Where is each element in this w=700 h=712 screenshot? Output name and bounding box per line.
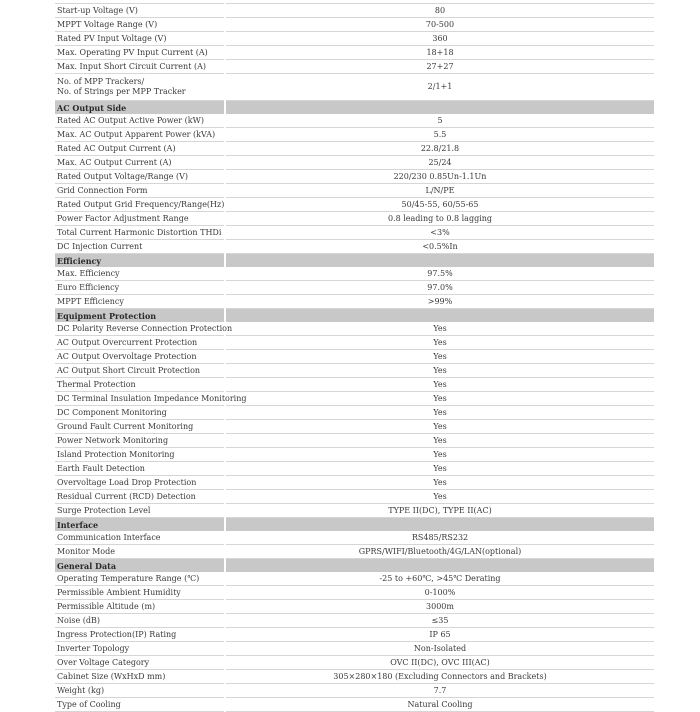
section-title: AC Output Side — [55, 101, 225, 115]
spec-value: 0.8 leading to 0.8 lagging — [225, 212, 654, 226]
spec-row — [55, 670, 654, 684]
spec-row — [55, 156, 654, 170]
section-fill — [225, 309, 654, 323]
section-title: General Data — [55, 559, 225, 573]
spec-label: Permissible Ambient Humidity — [55, 586, 225, 600]
spec-label: AC Output Overvoltage Protection — [55, 350, 225, 364]
spec-label: Rated PV Input Voltage (V) — [55, 32, 225, 46]
spec-value: OVC II(DC), OVC III(AC) — [225, 656, 654, 670]
spec-row — [55, 240, 654, 254]
spec-label: DC Terminal Insulation Impedance Monitoring — [55, 392, 225, 406]
spec-value: -25 to +60℃, >45℃ Derating — [225, 572, 654, 586]
spec-value: 7.7 — [225, 684, 654, 698]
spec-label: Max. Operating PV Input Current (A) — [55, 46, 225, 60]
spec-label: Permissible Altitude (m) — [55, 600, 225, 614]
spec-value: TYPE II(DC), TYPE II(AC) — [225, 504, 654, 518]
spec-value: Yes — [225, 434, 654, 448]
spec-value: Yes — [225, 448, 654, 462]
section-fill — [225, 518, 654, 532]
spec-row — [55, 642, 654, 656]
spec-label: AC Output Short Circuit Protection — [55, 364, 225, 378]
spec-row — [55, 406, 654, 420]
spec-table-body — [55, 0, 654, 712]
section-fill — [225, 101, 654, 115]
spec-value: GPRS/WIFI/Bluetooth/4G/LAN(optional) — [225, 545, 654, 559]
spec-value: Natural Cooling — [225, 698, 654, 712]
spec-label: Type of Cooling — [55, 698, 225, 712]
spec-row — [55, 281, 654, 295]
spec-value: <3% — [225, 226, 654, 240]
spec-value: ≤35 — [225, 614, 654, 628]
spec-row — [55, 420, 654, 434]
spec-label — [55, 74, 225, 101]
spec-row — [55, 545, 654, 559]
spec-value: Yes — [225, 322, 654, 336]
spec-row — [55, 490, 654, 504]
section-header — [55, 518, 654, 532]
spec-value: 22.8/21.8 — [225, 142, 654, 156]
spec-row — [55, 504, 654, 518]
spec-label: Grid Connection Form — [55, 184, 225, 198]
spec-label: Inverter Topology — [55, 642, 225, 656]
spec-row — [55, 364, 654, 378]
spec-sheet — [55, 0, 654, 712]
spec-row — [55, 531, 654, 545]
spec-value: Yes — [225, 420, 654, 434]
spec-value: Yes — [225, 476, 654, 490]
spec-value: >99% — [225, 295, 654, 309]
spec-label: Ground Fault Current Monitoring — [55, 420, 225, 434]
spec-label: Power Factor Adjustment Range — [55, 212, 225, 226]
spec-table — [55, 0, 654, 712]
spec-row — [55, 4, 654, 18]
spec-row — [55, 378, 654, 392]
section-fill — [225, 559, 654, 573]
spec-label: Island Protection Monitoring — [55, 448, 225, 462]
spec-row — [55, 295, 654, 309]
spec-label: Operating Temperature Range (℃) — [55, 572, 225, 586]
spec-value: 80 — [225, 4, 654, 18]
spec-value: 27+27 — [225, 60, 654, 74]
spec-value: <0.5%In — [225, 240, 654, 254]
spec-label: Rated Output Voltage/Range (V) — [55, 170, 225, 184]
spec-label: Noise (dB) — [55, 614, 225, 628]
spec-row — [55, 114, 654, 128]
spec-row — [55, 572, 654, 586]
spec-row — [55, 128, 654, 142]
spec-label: Euro Efficiency — [55, 281, 225, 295]
spec-value: 305×280×180 (Excluding Connectors and Brackets) — [225, 670, 654, 684]
spec-label: AC Output Overcurrent Protection — [55, 336, 225, 350]
spec-label: Earth Fault Detection — [55, 462, 225, 476]
spec-value: 25/24 — [225, 156, 654, 170]
spec-label: Cabinet Size (WxHxD mm) — [55, 670, 225, 684]
spec-row — [55, 184, 654, 198]
spec-row — [55, 600, 654, 614]
section-fill — [225, 254, 654, 268]
spec-row — [55, 350, 654, 364]
spec-value: 5 — [225, 114, 654, 128]
spec-value: RS485/RS232 — [225, 531, 654, 545]
spec-label: Thermal Protection — [55, 378, 225, 392]
spec-row — [55, 322, 654, 336]
spec-label: Overvoltage Load Drop Protection — [55, 476, 225, 490]
spec-value: 97.5% — [225, 267, 654, 281]
spec-value: Yes — [225, 490, 654, 504]
spec-label: Weight (kg) — [55, 684, 225, 698]
spec-label: MPPT Voltage Range (V) — [55, 18, 225, 32]
spec-row — [55, 698, 654, 712]
spec-value: 97.0% — [225, 281, 654, 295]
spec-row — [55, 336, 654, 350]
section-header — [55, 309, 654, 323]
spec-label: Start-up Voltage (V) — [55, 4, 225, 18]
spec-label: Ingress Protection(IP) Rating — [55, 628, 225, 642]
spec-row — [55, 656, 654, 670]
spec-row — [55, 684, 654, 698]
spec-label: DC Injection Current — [55, 240, 225, 254]
section-header — [55, 101, 654, 115]
spec-label: Residual Current (RCD) Detection — [55, 490, 225, 504]
spec-value: 360 — [225, 32, 654, 46]
spec-row — [55, 18, 654, 32]
spec-row — [55, 392, 654, 406]
spec-value: 3000m — [225, 600, 654, 614]
spec-row — [55, 170, 654, 184]
spec-label: Max. AC Output Apparent Power (kVA) — [55, 128, 225, 142]
section-header — [55, 559, 654, 573]
spec-value: Yes — [225, 392, 654, 406]
spec-row — [55, 142, 654, 156]
spec-value: Yes — [225, 378, 654, 392]
spec-value: L/N/PE — [225, 184, 654, 198]
spec-row — [55, 628, 654, 642]
spec-label-line: No. of Strings per MPP Tracker — [57, 87, 186, 96]
spec-row — [55, 586, 654, 600]
spec-value: Yes — [225, 462, 654, 476]
spec-value: 2/1+1 — [225, 74, 654, 101]
spec-row — [55, 476, 654, 490]
spec-value: Yes — [225, 350, 654, 364]
spec-value: 220/230 0.85Un-1.1Un — [225, 170, 654, 184]
spec-row — [55, 434, 654, 448]
spec-label: Max. Efficiency — [55, 267, 225, 281]
spec-row — [55, 267, 654, 281]
spec-row — [55, 614, 654, 628]
spec-value: Yes — [225, 406, 654, 420]
spec-value: Non-Isolated — [225, 642, 654, 656]
spec-row — [55, 32, 654, 46]
spec-row — [55, 212, 654, 226]
spec-value: Yes — [225, 336, 654, 350]
spec-label: MPPT Efficiency — [55, 295, 225, 309]
spec-row — [55, 60, 654, 74]
spec-value: Yes — [225, 364, 654, 378]
spec-label: Power Network Monitoring — [55, 434, 225, 448]
section-header — [55, 254, 654, 268]
spec-row — [55, 74, 654, 101]
spec-value: 5.5 — [225, 128, 654, 142]
spec-row — [55, 462, 654, 476]
spec-label: Total Current Harmonic Distortion THDi — [55, 226, 225, 240]
section-title: Efficiency — [55, 254, 225, 268]
spec-row — [55, 46, 654, 60]
spec-label: DC Polarity Reverse Connection Protection — [55, 322, 225, 336]
spec-row — [55, 198, 654, 212]
spec-label: Communication Interface — [55, 531, 225, 545]
spec-label: Surge Protection Level — [55, 504, 225, 518]
spec-value: IP 65 — [225, 628, 654, 642]
spec-value: 50/45-55, 60/55-65 — [225, 198, 654, 212]
spec-value: 18+18 — [225, 46, 654, 60]
spec-value: 0-100% — [225, 586, 654, 600]
spec-row — [55, 226, 654, 240]
spec-label: Max. AC Output Current (A) — [55, 156, 225, 170]
spec-label: Rated AC Output Current (A) — [55, 142, 225, 156]
spec-label-line: No. of MPP Trackers/ — [57, 77, 145, 86]
spec-row — [55, 448, 654, 462]
spec-label: DC Component Monitoring — [55, 406, 225, 420]
section-title: Interface — [55, 518, 225, 532]
spec-label: Rated Output Grid Frequency/Range(Hz) — [55, 198, 225, 212]
spec-label: Monitor Mode — [55, 545, 225, 559]
spec-label: Over Voltage Category — [55, 656, 225, 670]
section-title: Equipment Protection — [55, 309, 225, 323]
spec-value: 70-500 — [225, 18, 654, 32]
spec-label: Rated AC Output Active Power (kW) — [55, 114, 225, 128]
spec-label: Max. Input Short Circuit Current (A) — [55, 60, 225, 74]
